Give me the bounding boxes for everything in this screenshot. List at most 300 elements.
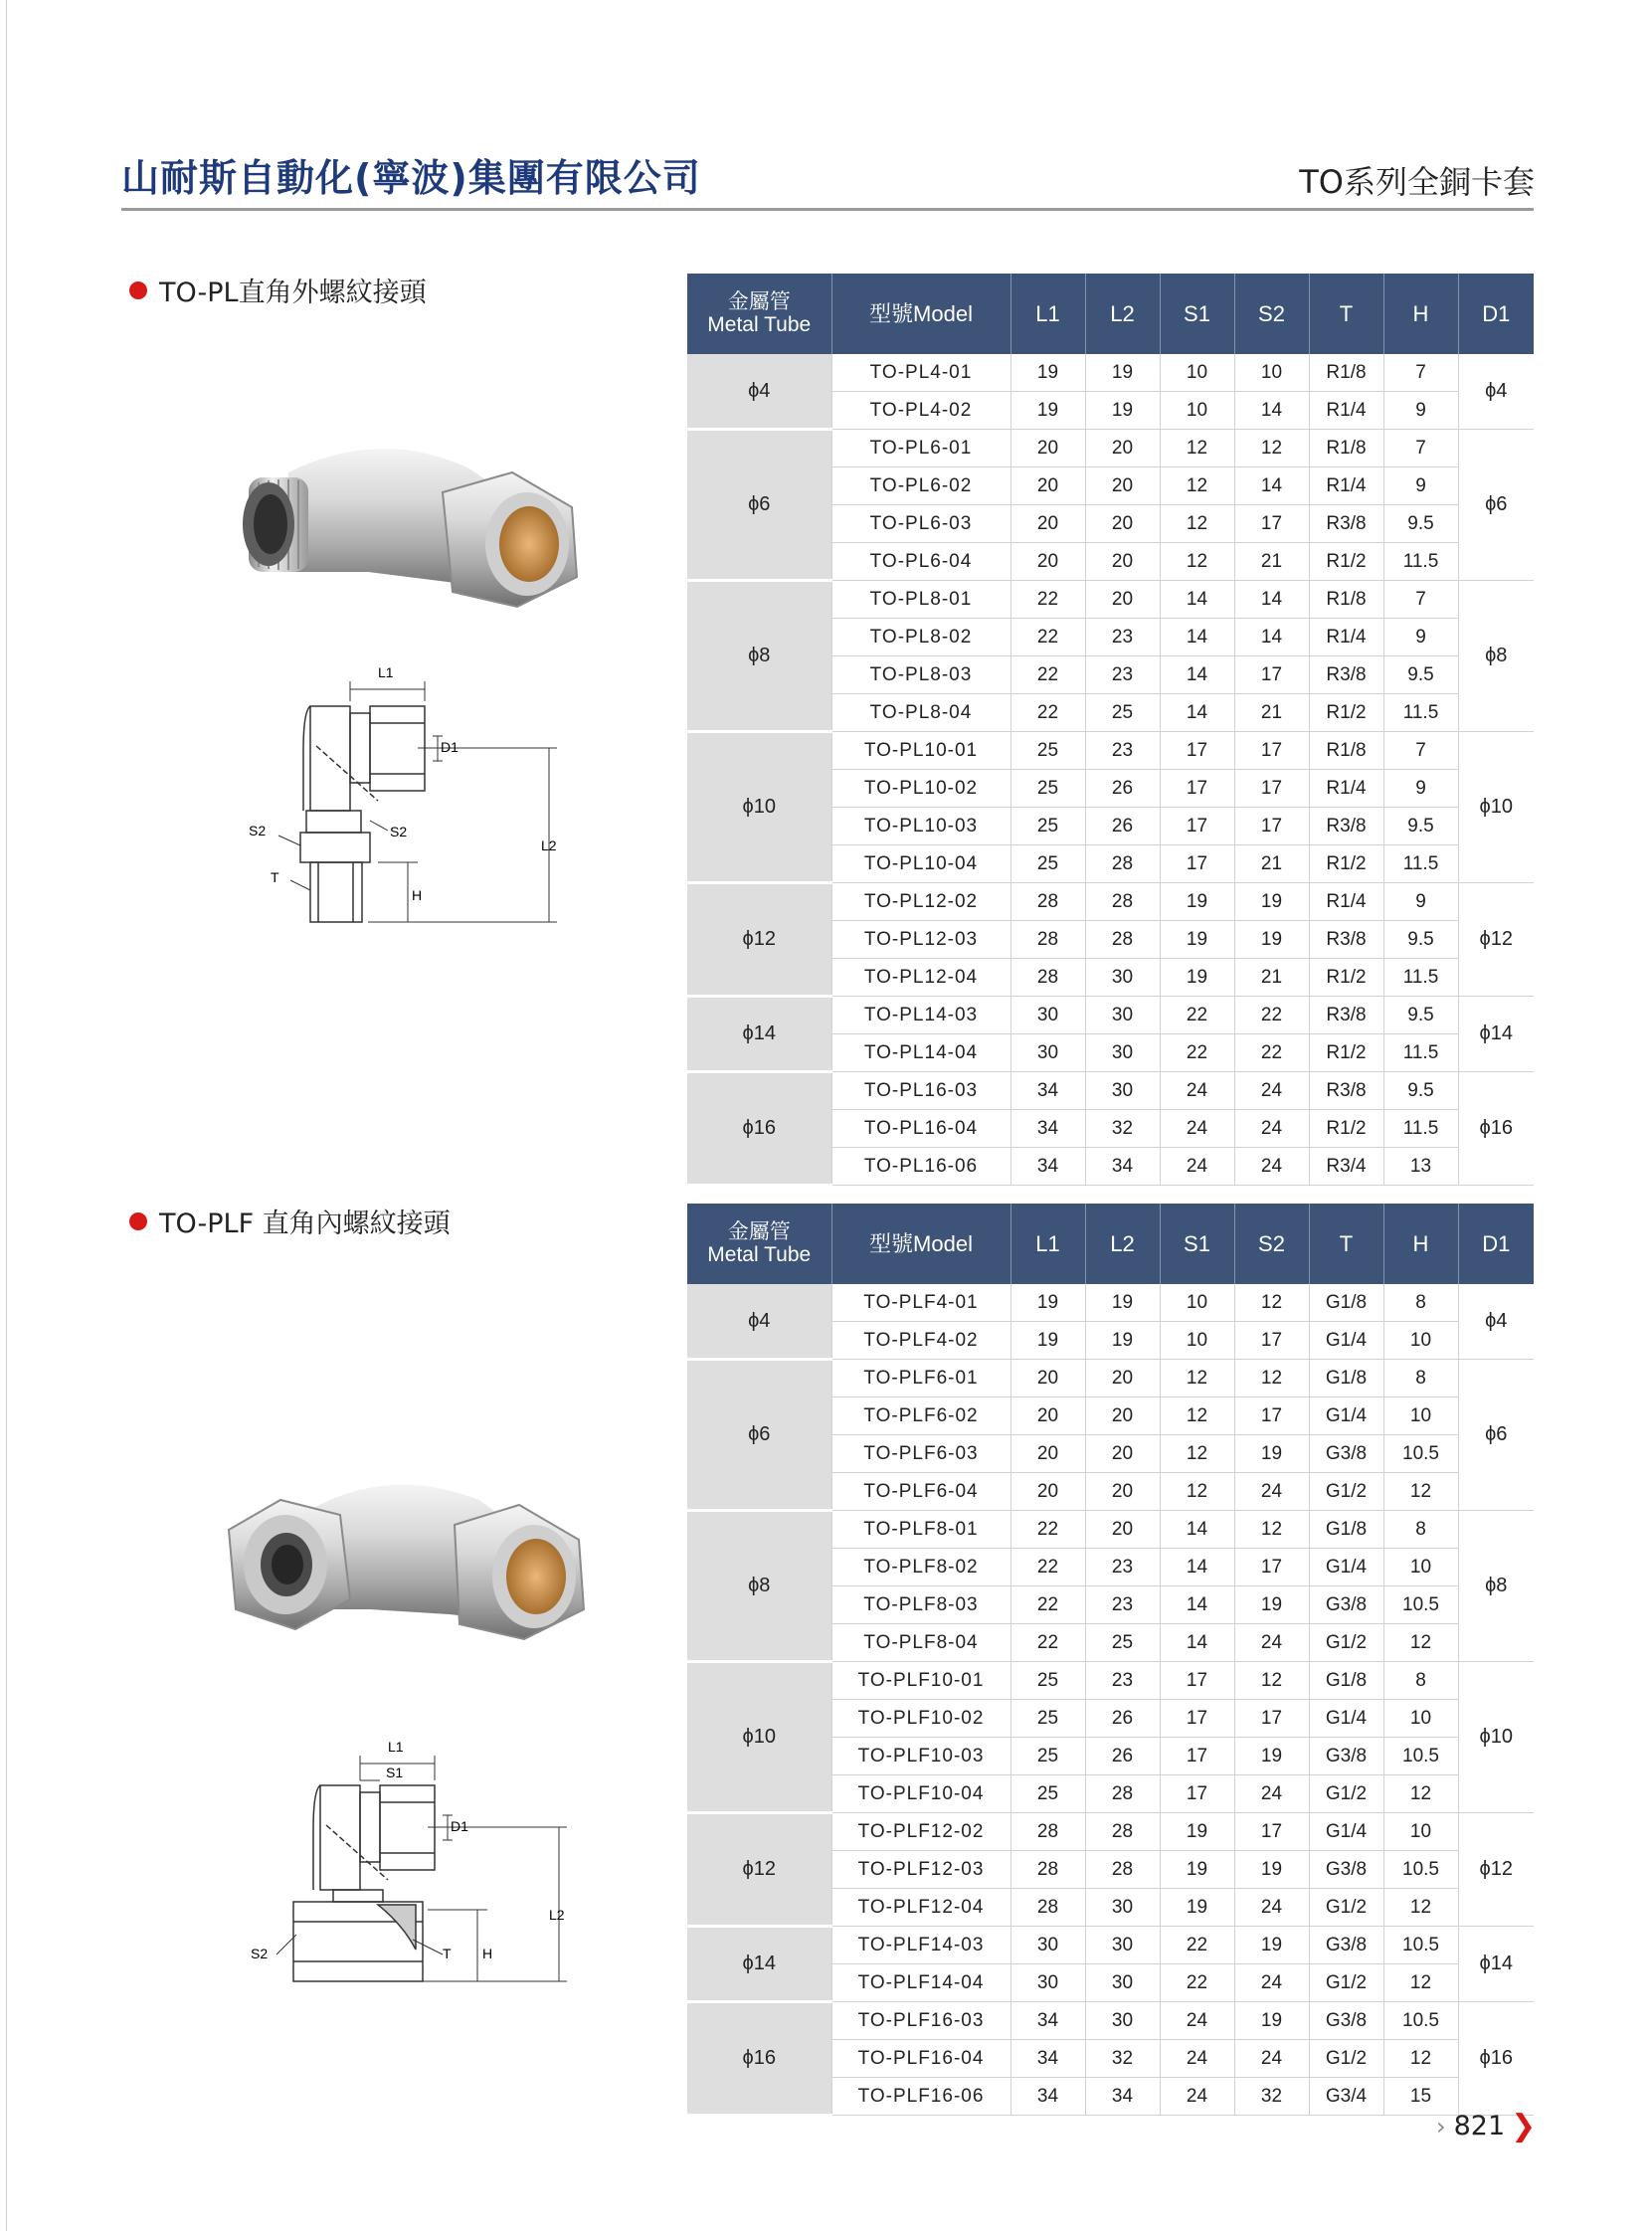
value-cell: 25 — [1010, 808, 1085, 845]
value-cell: 24 — [1234, 2040, 1309, 2078]
value-cell: 32 — [1234, 2078, 1309, 2116]
table-row — [687, 1662, 1534, 1700]
value-cell: 20 — [1085, 430, 1160, 467]
value-cell: R1/4 — [1309, 883, 1383, 921]
model-cell: TO-PL6-03 — [831, 505, 1010, 543]
model-cell: TO-PLF6-02 — [831, 1397, 1010, 1435]
value-cell: 9.5 — [1383, 656, 1458, 694]
value-cell: 24 — [1160, 2040, 1234, 2078]
metal-tube-cell: ϕ4 — [687, 1284, 831, 1360]
value-cell: 19 — [1085, 1322, 1160, 1360]
chevron-right-icon: › — [1436, 2112, 1446, 2140]
column-header: L1 — [1010, 1204, 1085, 1284]
value-cell: 19 — [1234, 1851, 1309, 1889]
value-cell: G1/4 — [1309, 1397, 1383, 1435]
dim-L2-label: L2 — [541, 837, 557, 853]
value-cell: 17 — [1160, 845, 1234, 883]
value-cell: 10 — [1160, 1322, 1234, 1360]
value-cell: 24 — [1160, 2002, 1234, 2040]
model-cell: TO-PL12-04 — [831, 959, 1010, 997]
value-cell: 28 — [1085, 921, 1160, 959]
table-row — [687, 1511, 1534, 1549]
value-cell: 30 — [1085, 1072, 1160, 1110]
model-cell: TO-PLF14-04 — [831, 1964, 1010, 2002]
value-cell: 20 — [1010, 1435, 1085, 1473]
value-cell: 12 — [1160, 1473, 1234, 1511]
column-header: 金屬管 Metal Tube — [687, 274, 831, 354]
product-photo-plf — [221, 1460, 589, 1659]
model-cell: TO-PLF6-01 — [831, 1360, 1010, 1397]
value-cell: R3/8 — [1309, 1072, 1383, 1110]
d1-cell: ϕ10 — [1458, 1662, 1534, 1813]
column-header: L2 — [1085, 1204, 1160, 1284]
value-cell: 23 — [1085, 1549, 1160, 1586]
model-cell: TO-PL16-04 — [831, 1110, 1010, 1148]
value-cell: G1/4 — [1309, 1700, 1383, 1738]
value-cell: 20 — [1085, 581, 1160, 619]
value-cell: G1/4 — [1309, 1322, 1383, 1360]
model-cell: TO-PL8-02 — [831, 619, 1010, 656]
column-header: H — [1383, 1204, 1458, 1284]
value-cell: 28 — [1010, 921, 1085, 959]
d1-cell: ϕ14 — [1458, 1927, 1534, 2002]
spec-table-plf — [687, 1204, 1534, 2117]
value-cell: 12 — [1160, 430, 1234, 467]
value-cell: 17 — [1234, 732, 1309, 770]
model-cell: TO-PLF12-04 — [831, 1889, 1010, 1927]
metal-tube-cell: ϕ16 — [687, 1072, 831, 1186]
value-cell: 17 — [1160, 1700, 1234, 1738]
value-cell: 10 — [1383, 1549, 1458, 1586]
value-cell: 30 — [1010, 1964, 1085, 2002]
model-cell: TO-PL4-02 — [831, 392, 1010, 430]
value-cell: 7 — [1383, 732, 1458, 770]
value-cell: 8 — [1383, 1662, 1458, 1700]
value-cell: 24 — [1234, 1473, 1309, 1511]
value-cell: 9.5 — [1383, 1072, 1458, 1110]
value-cell: 21 — [1234, 959, 1309, 997]
d1-cell: ϕ8 — [1458, 1511, 1534, 1662]
value-cell: 30 — [1010, 1034, 1085, 1072]
value-cell: 20 — [1010, 467, 1085, 505]
metal-tube-cell: ϕ12 — [687, 883, 831, 997]
dim-L2-label: L2 — [549, 1907, 565, 1923]
model-cell: TO-PL8-03 — [831, 656, 1010, 694]
value-cell: 20 — [1085, 1435, 1160, 1473]
model-cell: TO-PLF10-01 — [831, 1662, 1010, 1700]
value-cell: 28 — [1085, 845, 1160, 883]
value-cell: 20 — [1085, 1511, 1160, 1549]
value-cell: 12 — [1160, 1435, 1234, 1473]
value-cell: 9.5 — [1383, 997, 1458, 1034]
column-header: 型號Model — [831, 274, 1010, 354]
model-cell: TO-PL6-04 — [831, 543, 1010, 581]
value-cell: 17 — [1160, 732, 1234, 770]
value-cell: 12 — [1160, 505, 1234, 543]
dim-S2-label: S2 — [251, 1946, 269, 1961]
model-cell: TO-PLF8-02 — [831, 1549, 1010, 1586]
metal-tube-cell: ϕ16 — [687, 2002, 831, 2116]
value-cell: G1/8 — [1309, 1662, 1383, 1700]
value-cell: 19 — [1234, 2002, 1309, 2040]
value-cell: 25 — [1010, 845, 1085, 883]
value-cell: G1/2 — [1309, 2040, 1383, 2078]
value-cell: 24 — [1160, 1110, 1234, 1148]
value-cell: G1/2 — [1309, 1775, 1383, 1813]
table-row — [687, 1284, 1534, 1322]
value-cell: 30 — [1010, 997, 1085, 1034]
model-cell: TO-PLF16-03 — [831, 2002, 1010, 2040]
value-cell: R1/8 — [1309, 732, 1383, 770]
value-cell: 34 — [1010, 2040, 1085, 2078]
metal-tube-cell: ϕ10 — [687, 1662, 831, 1813]
value-cell: 22 — [1010, 619, 1085, 656]
value-cell: 20 — [1010, 430, 1085, 467]
value-cell: 20 — [1085, 1473, 1160, 1511]
table-row — [687, 1360, 1534, 1397]
value-cell: 25 — [1085, 1624, 1160, 1662]
value-cell: 20 — [1085, 1360, 1160, 1397]
value-cell: 17 — [1234, 1322, 1309, 1360]
model-cell: TO-PL16-03 — [831, 1072, 1010, 1110]
value-cell: 20 — [1010, 1473, 1085, 1511]
value-cell: 24 — [1234, 1889, 1309, 1927]
value-cell: 22 — [1160, 997, 1234, 1034]
value-cell: 9 — [1383, 467, 1458, 505]
metal-tube-cell: ϕ10 — [687, 732, 831, 883]
value-cell: 11.5 — [1383, 543, 1458, 581]
spec-table-pl — [687, 274, 1534, 1187]
value-cell: 15 — [1383, 2078, 1458, 2116]
value-cell: 19 — [1234, 883, 1309, 921]
value-cell: 19 — [1160, 883, 1234, 921]
value-cell: 30 — [1010, 1927, 1085, 1964]
value-cell: 23 — [1085, 656, 1160, 694]
value-cell: 12 — [1383, 1889, 1458, 1927]
value-cell: 23 — [1085, 732, 1160, 770]
value-cell: 26 — [1085, 1738, 1160, 1775]
value-cell: R3/8 — [1309, 808, 1383, 845]
model-cell: TO-PL12-02 — [831, 883, 1010, 921]
value-cell: 34 — [1010, 2002, 1085, 2040]
value-cell: 14 — [1234, 619, 1309, 656]
metal-tube-cell: ϕ6 — [687, 430, 831, 581]
dim-S2-label-right: S2 — [390, 824, 408, 839]
metal-tube-cell: ϕ8 — [687, 581, 831, 732]
value-cell: 17 — [1234, 1813, 1309, 1851]
value-cell: R1/4 — [1309, 467, 1383, 505]
value-cell: 11.5 — [1383, 694, 1458, 732]
model-cell: TO-PLF10-04 — [831, 1775, 1010, 1813]
value-cell: 12 — [1160, 1397, 1234, 1435]
model-cell: TO-PLF16-06 — [831, 2078, 1010, 2116]
value-cell: 19 — [1234, 1586, 1309, 1624]
model-cell: TO-PLF10-03 — [831, 1738, 1010, 1775]
table-row — [687, 430, 1534, 467]
d1-cell: ϕ16 — [1458, 1072, 1534, 1186]
model-cell: TO-PL10-02 — [831, 770, 1010, 808]
value-cell: 9 — [1383, 619, 1458, 656]
value-cell: 14 — [1234, 581, 1309, 619]
value-cell: 22 — [1010, 1624, 1085, 1662]
value-cell: G1/8 — [1309, 1360, 1383, 1397]
value-cell: 25 — [1010, 1700, 1085, 1738]
value-cell: 22 — [1010, 656, 1085, 694]
value-cell: R1/8 — [1309, 430, 1383, 467]
value-cell: 14 — [1234, 467, 1309, 505]
value-cell: 10 — [1160, 1284, 1234, 1322]
model-cell: TO-PLF4-01 — [831, 1284, 1010, 1322]
dim-T-label: T — [443, 1946, 452, 1961]
value-cell: 12 — [1160, 543, 1234, 581]
metal-tube-cell: ϕ14 — [687, 997, 831, 1072]
value-cell: 14 — [1160, 619, 1234, 656]
value-cell: G1/4 — [1309, 1813, 1383, 1851]
value-cell: 28 — [1010, 959, 1085, 997]
table-row — [687, 1927, 1534, 1964]
model-cell: TO-PL10-04 — [831, 845, 1010, 883]
value-cell: 26 — [1085, 770, 1160, 808]
value-cell: 12 — [1160, 1360, 1234, 1397]
value-cell: 14 — [1160, 1549, 1234, 1586]
page-number — [1436, 2109, 1536, 2143]
value-cell: 22 — [1234, 997, 1309, 1034]
value-cell: R3/8 — [1309, 921, 1383, 959]
value-cell: 34 — [1085, 1148, 1160, 1186]
model-cell: TO-PLF16-04 — [831, 2040, 1010, 2078]
table-header — [687, 1204, 1534, 1284]
d1-cell: ϕ16 — [1458, 2002, 1534, 2116]
value-cell: 10 — [1160, 354, 1234, 392]
value-cell: 12 — [1383, 1624, 1458, 1662]
value-cell: R3/8 — [1309, 997, 1383, 1034]
value-cell: G3/8 — [1309, 1851, 1383, 1889]
value-cell: 20 — [1085, 505, 1160, 543]
value-cell: 26 — [1085, 808, 1160, 845]
column-header: S1 — [1160, 274, 1234, 354]
value-cell: 25 — [1010, 1775, 1085, 1813]
value-cell: 26 — [1085, 1700, 1160, 1738]
value-cell: 17 — [1234, 505, 1309, 543]
column-header: S2 — [1234, 274, 1309, 354]
value-cell: G1/2 — [1309, 1889, 1383, 1927]
value-cell: R1/2 — [1309, 845, 1383, 883]
value-cell: G3/8 — [1309, 1435, 1383, 1473]
d1-cell: ϕ10 — [1458, 732, 1534, 883]
value-cell: 10 — [1383, 1700, 1458, 1738]
value-cell: 19 — [1010, 354, 1085, 392]
value-cell: 17 — [1160, 770, 1234, 808]
model-cell: TO-PLF12-02 — [831, 1813, 1010, 1851]
section-title-plf — [129, 1202, 451, 1240]
column-header: T — [1309, 274, 1383, 354]
model-cell: TO-PL12-03 — [831, 921, 1010, 959]
value-cell: 21 — [1234, 694, 1309, 732]
model-cell: TO-PLF6-04 — [831, 1473, 1010, 1511]
column-header: S1 — [1160, 1204, 1234, 1284]
model-cell: TO-PL8-04 — [831, 694, 1010, 732]
value-cell: 12 — [1383, 1775, 1458, 1813]
value-cell: 14 — [1160, 1586, 1234, 1624]
value-cell: 9.5 — [1383, 505, 1458, 543]
value-cell: 17 — [1234, 1397, 1309, 1435]
value-cell: 17 — [1234, 656, 1309, 694]
value-cell: 13 — [1383, 1148, 1458, 1186]
dim-D1-label: D1 — [451, 1818, 468, 1834]
value-cell: 24 — [1234, 1624, 1309, 1662]
value-cell: 25 — [1085, 694, 1160, 732]
value-cell: 34 — [1085, 2078, 1160, 2116]
value-cell: G3/4 — [1309, 2078, 1383, 2116]
value-cell: 19 — [1234, 1738, 1309, 1775]
d1-cell: ϕ12 — [1458, 883, 1534, 997]
value-cell: 28 — [1010, 1813, 1085, 1851]
value-cell: 10.5 — [1383, 1927, 1458, 1964]
d1-cell: ϕ4 — [1458, 1284, 1534, 1360]
value-cell: 25 — [1010, 732, 1085, 770]
value-cell: 8 — [1383, 1360, 1458, 1397]
value-cell: 12 — [1383, 1964, 1458, 2002]
metal-tube-cell: ϕ8 — [687, 1511, 831, 1662]
value-cell: 9.5 — [1383, 921, 1458, 959]
d1-cell: ϕ14 — [1458, 997, 1534, 1072]
value-cell: 17 — [1234, 1549, 1309, 1586]
value-cell: 28 — [1085, 883, 1160, 921]
value-cell: R3/4 — [1309, 1148, 1383, 1186]
value-cell: 19 — [1085, 1284, 1160, 1322]
value-cell: 14 — [1160, 581, 1234, 619]
series-title: TO系列全銅卡套 — [1299, 163, 1535, 201]
value-cell: 19 — [1010, 1322, 1085, 1360]
model-cell: TO-PL16-06 — [831, 1148, 1010, 1186]
value-cell: 23 — [1085, 619, 1160, 656]
header-divider — [121, 208, 1534, 211]
d1-cell: ϕ6 — [1458, 430, 1534, 581]
model-cell: TO-PLF6-03 — [831, 1435, 1010, 1473]
value-cell: 10.5 — [1383, 1435, 1458, 1473]
value-cell: 19 — [1234, 1927, 1309, 1964]
value-cell: 32 — [1085, 2040, 1160, 2078]
value-cell: R1/4 — [1309, 770, 1383, 808]
value-cell: 17 — [1160, 1662, 1234, 1700]
value-cell: 10.5 — [1383, 1851, 1458, 1889]
value-cell: 12 — [1234, 1662, 1309, 1700]
value-cell: 25 — [1010, 1662, 1085, 1700]
table-row — [687, 883, 1534, 921]
table-row — [687, 1813, 1534, 1851]
value-cell: 30 — [1085, 2002, 1160, 2040]
value-cell: 30 — [1085, 1034, 1160, 1072]
dim-S1-label: S1 — [386, 1765, 404, 1780]
value-cell: 10 — [1383, 1397, 1458, 1435]
value-cell: 19 — [1160, 1889, 1234, 1927]
d1-cell: ϕ12 — [1458, 1813, 1534, 1927]
value-cell: 10.5 — [1383, 1586, 1458, 1624]
value-cell: 14 — [1160, 656, 1234, 694]
value-cell: 19 — [1085, 392, 1160, 430]
value-cell: 19 — [1160, 1851, 1234, 1889]
dim-L1-label: L1 — [378, 664, 394, 680]
table-row — [687, 732, 1534, 770]
value-cell: 19 — [1085, 354, 1160, 392]
value-cell: 11.5 — [1383, 845, 1458, 883]
value-cell: R1/2 — [1309, 959, 1383, 997]
value-cell: 19 — [1234, 921, 1309, 959]
model-cell: TO-PLF4-02 — [831, 1322, 1010, 1360]
value-cell: 20 — [1085, 467, 1160, 505]
value-cell: 28 — [1085, 1775, 1160, 1813]
value-cell: 34 — [1010, 1148, 1085, 1186]
value-cell: G3/8 — [1309, 2002, 1383, 2040]
table-row — [687, 2002, 1534, 2040]
model-cell: TO-PL10-01 — [831, 732, 1010, 770]
value-cell: 17 — [1234, 770, 1309, 808]
value-cell: 10.5 — [1383, 2002, 1458, 2040]
d1-cell: ϕ6 — [1458, 1360, 1534, 1511]
dimension-diagram-pl — [239, 651, 587, 940]
value-cell: 12 — [1383, 1473, 1458, 1511]
value-cell: 12 — [1234, 1284, 1309, 1322]
dimension-diagram-plf — [239, 1716, 587, 2004]
value-cell: 22 — [1010, 581, 1085, 619]
value-cell: R1/8 — [1309, 581, 1383, 619]
value-cell: 21 — [1234, 845, 1309, 883]
value-cell: 17 — [1160, 808, 1234, 845]
value-cell: 22 — [1160, 1034, 1234, 1072]
model-cell: TO-PLF8-04 — [831, 1624, 1010, 1662]
value-cell: R1/2 — [1309, 1034, 1383, 1072]
value-cell: 14 — [1234, 392, 1309, 430]
value-cell: G3/8 — [1309, 1738, 1383, 1775]
model-cell: TO-PLF8-01 — [831, 1511, 1010, 1549]
value-cell: 14 — [1160, 1511, 1234, 1549]
value-cell: 19 — [1160, 921, 1234, 959]
value-cell: G3/8 — [1309, 1927, 1383, 1964]
column-header: L1 — [1010, 274, 1085, 354]
product-photo-pl — [229, 433, 587, 632]
value-cell: 12 — [1234, 430, 1309, 467]
table-row — [687, 354, 1534, 392]
value-cell: 21 — [1234, 543, 1309, 581]
value-cell: 9 — [1383, 770, 1458, 808]
value-cell: 24 — [1234, 1775, 1309, 1813]
value-cell: 30 — [1085, 1927, 1160, 1964]
value-cell: 10 — [1383, 1322, 1458, 1360]
metal-tube-cell: ϕ14 — [687, 1927, 831, 2002]
value-cell: 8 — [1383, 1284, 1458, 1322]
value-cell: 24 — [1234, 1110, 1309, 1148]
metal-tube-cell: ϕ12 — [687, 1813, 831, 1927]
value-cell: 25 — [1010, 1738, 1085, 1775]
value-cell: 11.5 — [1383, 1034, 1458, 1072]
company-name: 山耐斯自動化(寧波)集團有限公司 — [121, 156, 701, 200]
value-cell: 20 — [1010, 543, 1085, 581]
value-cell: 34 — [1010, 1110, 1085, 1148]
model-cell: TO-PL4-01 — [831, 354, 1010, 392]
value-cell: 10 — [1160, 392, 1234, 430]
table-body — [687, 1284, 1534, 2116]
value-cell: 19 — [1234, 1435, 1309, 1473]
model-cell: TO-PLF12-03 — [831, 1851, 1010, 1889]
table-row — [687, 997, 1534, 1034]
value-cell: 23 — [1085, 1586, 1160, 1624]
value-cell: G1/8 — [1309, 1511, 1383, 1549]
value-cell: 34 — [1010, 1072, 1085, 1110]
value-cell: 22 — [1010, 1511, 1085, 1549]
value-cell: 24 — [1234, 1148, 1309, 1186]
table-body — [687, 354, 1534, 1186]
value-cell: R1/2 — [1309, 694, 1383, 732]
